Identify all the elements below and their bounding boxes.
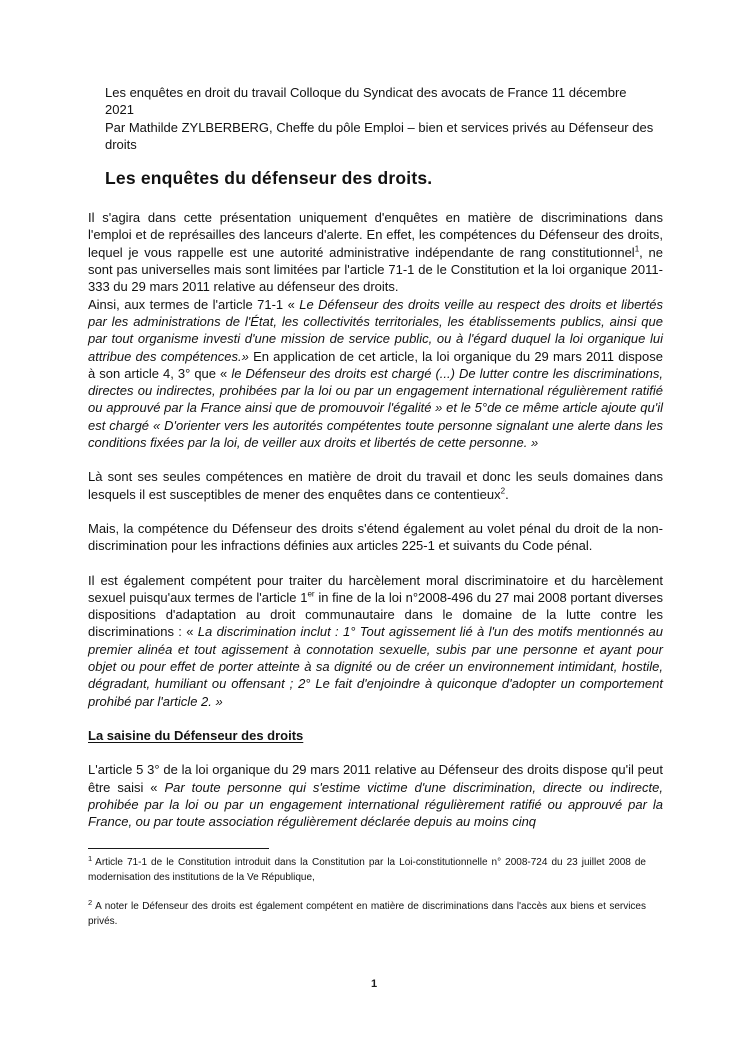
document-title: Les enquêtes du défenseur des droits.	[105, 168, 433, 189]
superscript-reference: 2	[500, 486, 506, 496]
footnote-separator	[88, 848, 269, 849]
quoted-text-italic: Le Défenseur des droits veille au respect des droits et libertés par les administrations de l'État, les collectivités territoriales, les établissements publics, ainsi que par tout organisme investi d'une mission de service public, ou à l'égard duquel la loi organique lui attribue des compétences.»	[88, 296, 663, 364]
footnote-2	[88, 897, 646, 929]
text-run: Là sont ses seules compétences en matière de droit du travail et donc les seuls domaines dans lesquels il est susceptibles de mener des enquêtes dans ce contentieux	[88, 469, 663, 502]
quoted-text-italic: D'orienter vers les autorités compétentes toute personne signalant une alerte dans les conditions fixées par la loi, de veiller aux droits et libertés de cette personne. »	[88, 417, 663, 451]
text-run: Ainsi, aux termes de l'article 71-1 «	[88, 296, 300, 312]
text-run: Mais, la compétence du Défenseur des droits s'étend également au volet pénal du droit de la non-discrimination pour les infractions définies aux articles 225-1 et suivants du Code pénal.	[88, 520, 663, 554]
page-content	[88, 84, 663, 847]
text-run: En application de cet article, la loi organique du 29 mars 2011 dispose à son article 4, 3° que «	[88, 348, 664, 381]
section-heading-saisine: La saisine du Défenseur des droits	[88, 727, 304, 743]
paragraph-intro	[88, 209, 663, 295]
quoted-text-italic: et le 5°de ce même article ajoute qu'il est chargé «	[88, 400, 663, 433]
footnote-1	[88, 853, 646, 885]
footnote-1-text: Article 71-1 de le Constitution introduit dans la Constitution par la Loi-constitutionnelle n° 2008-724 du 23 juillet 2008 de modernisation des institutions de la Ve République,	[88, 857, 646, 883]
footnotes-area	[88, 848, 646, 944]
paragraph-volet-penal	[88, 520, 663, 555]
quoted-text-italic: le Défenseur des droits est chargé (...) De lutter contre les discriminations, directes ou indirectes, prohibées par la loi ou par un engagement international régulièrement ratifié ou approuvé par la France ainsi que de promouvoir l'égalité »	[88, 365, 663, 416]
superscript-reference: 1	[634, 244, 640, 254]
text-run: , ne sont pas universelles mais sont limitées par l'article 71-1 de le Constitution et la loi organique 2011-333 du 29 mars 2011 relative au défenseur des droits.	[88, 244, 663, 295]
text-run: .	[505, 486, 509, 502]
header-line-author: Par Mathilde ZYLBERBERG, Cheffe du pôle Emploi – bien et services privés au Défenseur des droits	[105, 119, 654, 152]
footnote-2-text: A noter le Défenseur des droits est également compétent en matière de discriminations dans l'accès aux biens et services privés.	[88, 901, 646, 927]
paragraph-saisine-art5	[88, 761, 663, 830]
superscript-reference: er	[307, 589, 315, 599]
paragraph-article-71-1	[88, 296, 663, 452]
paragraph-competences-droit-travail	[88, 468, 663, 503]
quoted-text-italic: Par toute personne qui s'estime victime d'une discrimination, directe ou indirecte, prohibée par la loi ou par un engagement international régulièrement ratifié ou approuvé par la France, ou par toute association régulièrement déclarée depuis au moins cinq	[88, 779, 663, 830]
footnote-2-number: 2	[88, 897, 93, 907]
paragraph-harcelement	[88, 572, 663, 710]
text-run: in fine de la loi n°2008-496 du 27 mai 2008 portant diverses dispositions d'adaptation au droit communautaire dans le domaine de la lutte contre les discriminations : «	[88, 589, 664, 640]
text-run: Il s'agira dans cette présentation uniquement d'enquêtes en matière de discriminations dans l'emploi et de représailles des lanceurs d'alerte. En effet, les compétences du Défenseur des droits, lequel je vous rappelle est une autorité administrative indépendante de rang constitutionnel	[88, 210, 663, 260]
footnote-1-number: 1	[88, 853, 93, 863]
document-header	[105, 84, 658, 153]
text-run: L'article 5 3° de la loi organique du 29 mars 2011 relative au Défenseur des droits dispose qu'il peut être saisi «	[88, 762, 663, 795]
page-number: 1	[370, 978, 378, 990]
quoted-text-italic: La discrimination inclut : 1° Tout agissement lié à l'un des motifs mentionnés au premier alinéa et tout agissement à connotation sexuelle, subis par une personne et ayant pour objet ou pour effet de porter atteinte à sa dignité ou de créer un environnement intimidant, hostile, dégradant, humiliant ou offensant ; 2° Le fait d'enjoindre à quiconque d'adopter un comportement prohibé par l'article 2. »	[88, 624, 663, 709]
text-run: Il est également compétent pour traiter du harcèlement moral discriminatoire et du harcèlement sexuel puisqu'aux termes de l'article 1	[88, 572, 663, 605]
header-line-colloque: Les enquêtes en droit du travail Colloque du Syndicat des avocats de France 11 décembre 2021	[105, 85, 627, 118]
